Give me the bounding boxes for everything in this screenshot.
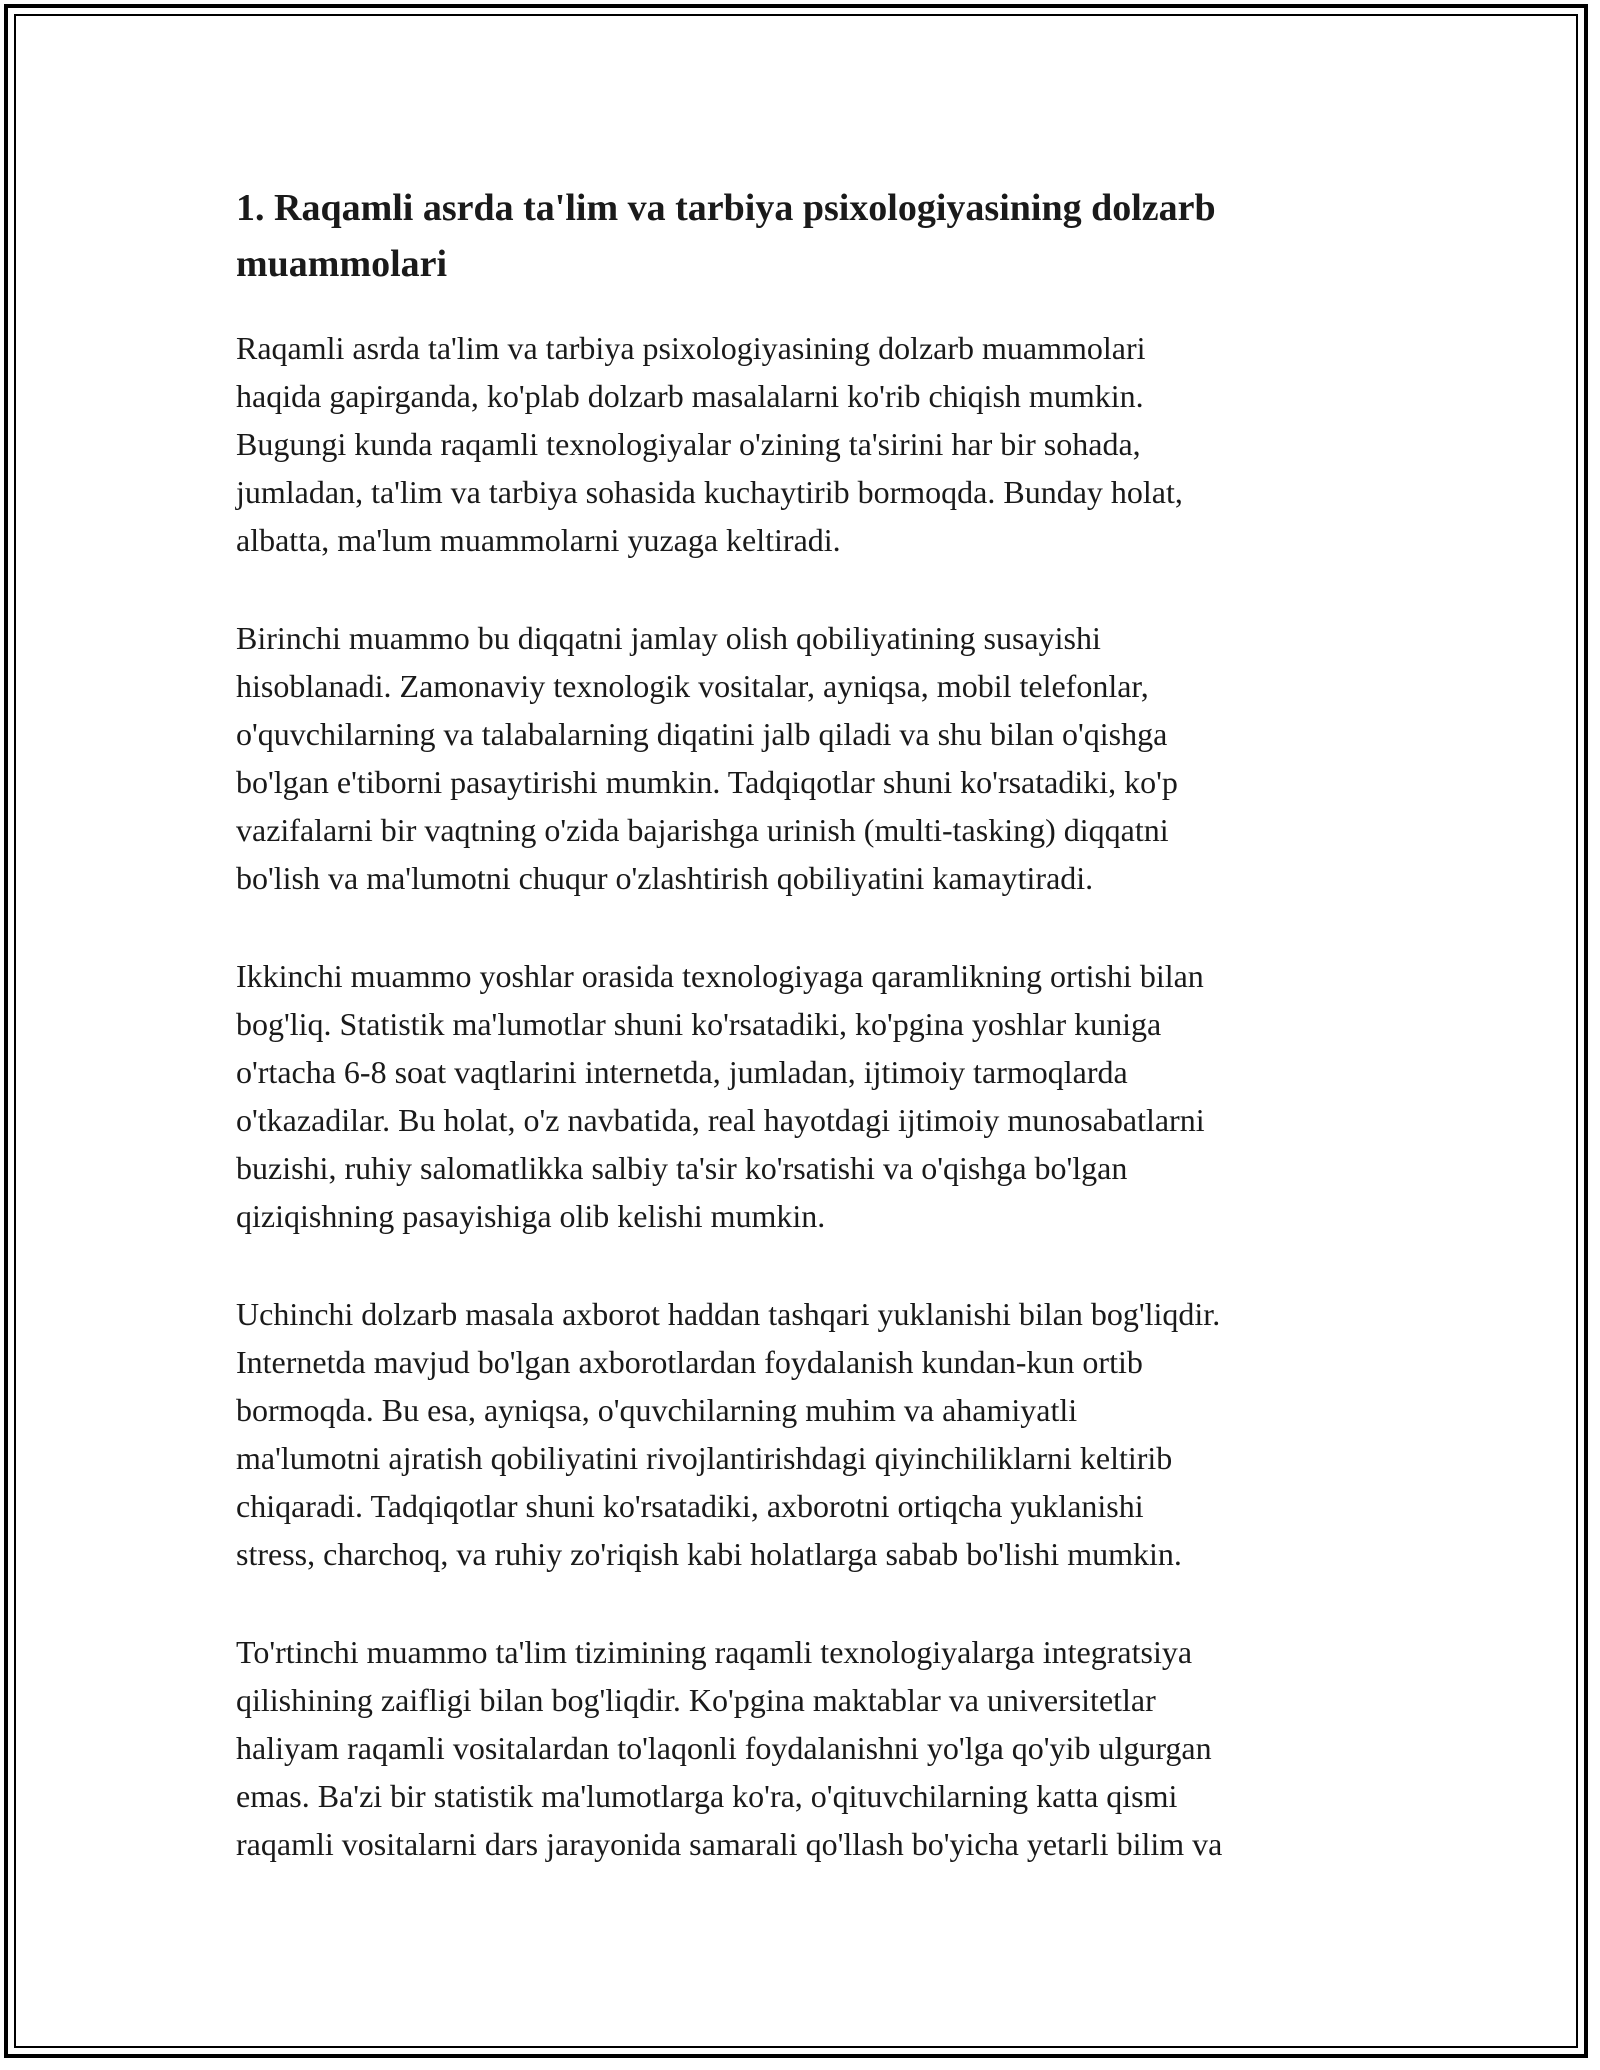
paragraph-line: vazifalarni bir vaqtning o'zida bajarishga urinish (multi-tasking) diqqatni bbox=[236, 812, 1169, 848]
paragraph-line: haqida gapirganda, ko'plab dolzarb masalalarni ko'rib chiqish mumkin. bbox=[236, 378, 1144, 414]
paragraph-line: jumladan, ta'lim va tarbiya sohasida kuchaytirib bormoqda. Bunday holat, bbox=[236, 474, 1183, 510]
paragraph-line: bog'liq. Statistik ma'lumotlar shuni ko'rsatadiki, ko'pgina yoshlar kuniga bbox=[236, 1006, 1162, 1042]
paragraph-line: Raqamli asrda ta'lim va tarbiya psixologiyasining dolzarb muammolari bbox=[236, 330, 1146, 366]
paragraph-fourth-problem bbox=[236, 1628, 1222, 1868]
paragraph-line: qilishining zaifligi bilan bog'liqdir. Ko'pgina maktablar va universitetlar bbox=[236, 1682, 1156, 1718]
paragraph-line: ma'lumotni ajratish qobiliyatini rivojlantirishdagi qiyinchiliklarni keltirib bbox=[236, 1440, 1173, 1476]
document-body bbox=[236, 180, 1386, 1862]
paragraph-line: hisoblanadi. Zamonaviy texnologik vositalar, ayniqsa, mobil telefonlar, bbox=[236, 668, 1149, 704]
heading-line: 1. Raqamli asrda ta'lim va tarbiya psixologiyasining dolzarb bbox=[236, 187, 1216, 229]
paragraph-introduction bbox=[236, 324, 1183, 564]
paragraph-line: o'tkazadilar. Bu holat, o'z navbatida, real hayotdagi ijtimoiy munosabatlarni bbox=[236, 1102, 1205, 1138]
paragraph-line: albatta, ma'lum muammolarni yuzaga keltiradi. bbox=[236, 522, 841, 558]
paragraph-line: bo'lgan e'tiborni pasaytirishi mumkin. Tadqiqotlar shuni ko'rsatadiki, ko'p bbox=[236, 764, 1178, 800]
paragraph-line: Ikkinchi muammo yoshlar orasida texnologiyaga qaramlikning ortishi bilan bbox=[236, 958, 1204, 994]
paragraph-line: Bugungi kunda raqamli texnologiyalar o'zining ta'sirini har bir sohada, bbox=[236, 426, 1141, 462]
paragraph-line: To'rtinchi muammo ta'lim tizimining raqamli texnologiyalarga integratsiya bbox=[236, 1634, 1193, 1670]
paragraph-line: Uchinchi dolzarb masala axborot haddan tashqari yuklanishi bilan bog'liqdir. bbox=[236, 1296, 1221, 1332]
paragraph-line: bormoqda. Bu esa, ayniqsa, o'quvchilarning muhim va ahamiyatli bbox=[236, 1392, 1078, 1428]
paragraph-line: o'quvchilarning va talabalarning diqatini jalb qiladi va shu bilan o'qishga bbox=[236, 716, 1168, 752]
paragraph-line: bo'lish va ma'lumotni chuqur o'zlashtirish qobiliyatini kamaytiradi. bbox=[236, 860, 1094, 896]
paragraph-line: haliyam raqamli vositalardan to'laqonli foydalanishni yo'lga qo'yib ulgurgan bbox=[236, 1730, 1212, 1766]
paragraph-line: Internetda mavjud bo'lgan axborotlardan foydalanish kundan-kun ortib bbox=[236, 1344, 1143, 1380]
paragraph-line: raqamli vositalarni dars jarayonida samarali qo'llash bo'yicha yetarli bilim va bbox=[236, 1826, 1223, 1862]
heading-line: muammolari bbox=[236, 243, 448, 285]
paragraph-line: o'rtacha 6-8 soat vaqtlarini internetda, jumladan, ijtimoiy tarmoqlarda bbox=[236, 1054, 1128, 1090]
paragraph-second-problem bbox=[236, 952, 1205, 1240]
paragraph-line: emas. Ba'zi bir statistik ma'lumotlarga ko'ra, o'qituvchilarning katta qismi bbox=[236, 1778, 1178, 1814]
paragraph-third-problem bbox=[236, 1290, 1220, 1578]
paragraph-line: stress, charchoq, va ruhiy zo'riqish kabi holatlarga sabab bo'lishi mumkin. bbox=[236, 1536, 1182, 1572]
paragraph-line: qiziqishning pasayishiga olib kelishi mumkin. bbox=[236, 1198, 826, 1234]
paragraph-line: buzishi, ruhiy salomatlikka salbiy ta'sir ko'rsatishi va o'qishga bo'lgan bbox=[236, 1150, 1128, 1186]
paragraph-line: Birinchi muammo bu diqqatni jamlay olish qobiliyatining susayishi bbox=[236, 620, 1101, 656]
section-heading bbox=[236, 180, 1386, 292]
paragraph-line: chiqaradi. Tadqiqotlar shuni ko'rsatadiki, axborotni ortiqcha yuklanishi bbox=[236, 1488, 1144, 1524]
paragraph-first-problem bbox=[236, 614, 1178, 902]
